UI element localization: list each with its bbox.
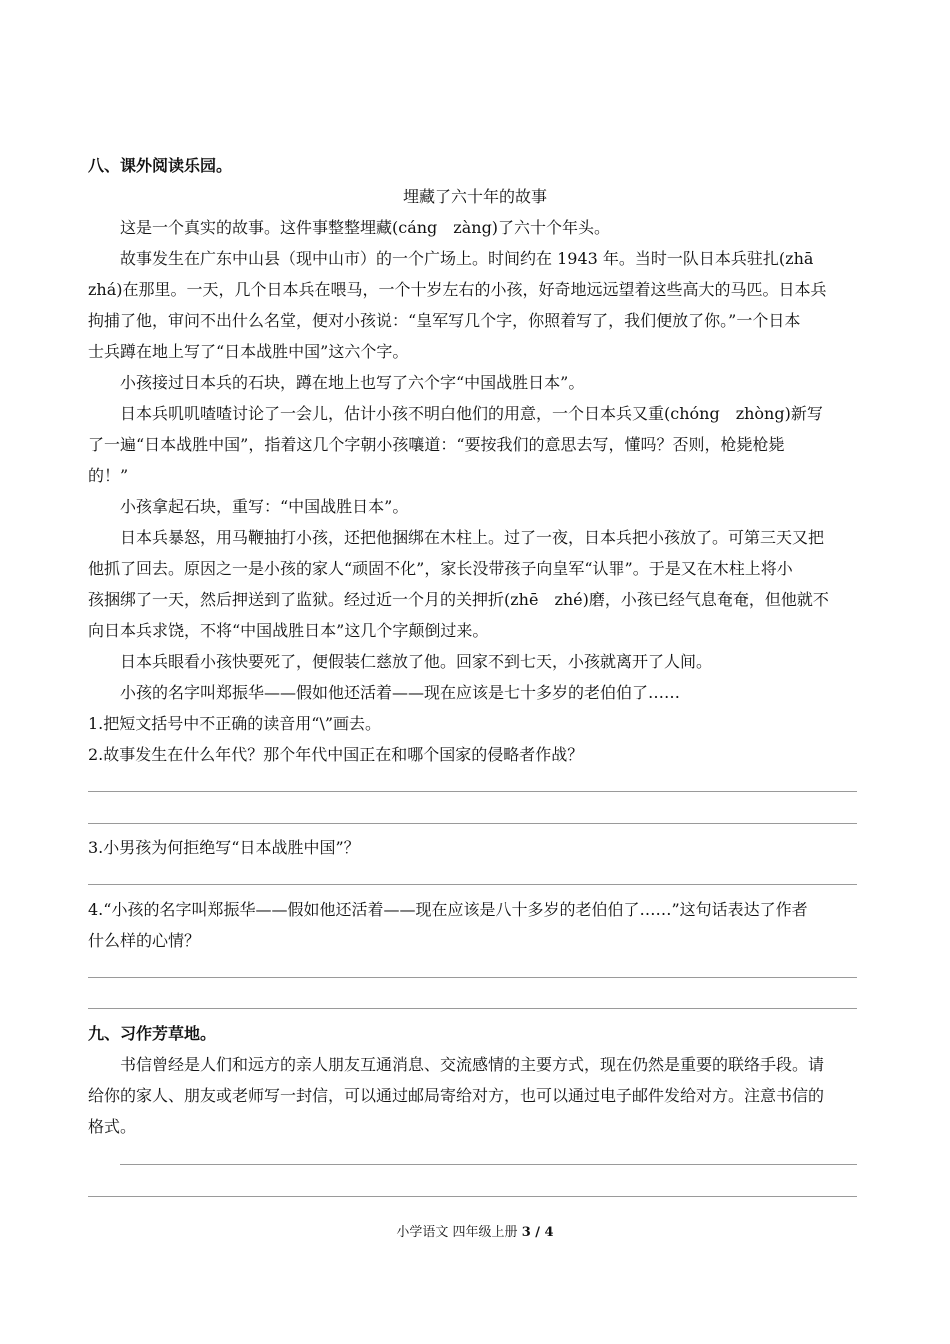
writing-line[interactable] (88, 1196, 857, 1197)
section-8-heading: 八、课外阅读乐园。 (88, 156, 233, 175)
story-title: 埋藏了六十年的故事 (402, 187, 547, 206)
story-paragraph-line: 故事发生在广东中山县（现中山市）的一个广场上。时间约在 1943 年。当时一队日本兵驻扎(zhā (120, 249, 814, 268)
page-number: 3 / 4 (521, 1225, 554, 1240)
answer-line[interactable] (88, 977, 857, 978)
story-paragraph-line: 孩捆绑了一天，然后押送到了监狱。经过近一个月的关押折(zhē zhé)磨，小孩已经气息奄奄，但他就不 (88, 590, 829, 609)
prompt-line: 书信曾经是人们和远方的亲人朋友互通消息、交流感情的主要方式，现在仍然是重要的联络手段。请 (120, 1055, 825, 1074)
answer-line[interactable] (88, 884, 857, 885)
question-4-line-1: 4.“小孩的名字叫郑振华——假如他还活着——现在应该是八十多岁的老伯伯了……”这句话表达了作者 (88, 900, 808, 919)
section-9-heading: 九、习作芳草地。 (88, 1024, 217, 1043)
story-paragraph-line: 小孩拿起石块，重写：“中国战胜日本”。 (120, 497, 409, 516)
story-paragraph-line: 小孩的名字叫郑振华——假如他还活着——现在应该是七十多岁的老伯伯了…… (120, 683, 681, 702)
answer-line[interactable] (88, 791, 857, 792)
footer-label: 小学语文 四年级上册 (396, 1225, 518, 1240)
question-3: 3.小男孩为何拒绝写“日本战胜中国”？ (88, 838, 360, 857)
story-paragraph-line: 的！” (88, 466, 129, 485)
answer-line[interactable] (88, 1008, 857, 1009)
story-paragraph-line: 日本兵暴怒，用马鞭抽打小孩，还把他捆绑在木柱上。过了一夜，日本兵把小孩放了。可第三天又把 (120, 528, 825, 547)
story-paragraph-line: 了一遍“日本战胜中国”，指着这几个字朝小孩嚷道：“要按我们的意思去写，懂吗？否则，枪毙枪毙 (88, 435, 785, 454)
story-paragraph-line: 士兵蹲在地上写了“日本战胜中国”这六个字。 (88, 342, 409, 361)
story-paragraph-line: 日本兵眼看小孩快要死了，便假装仁慈放了他。回家不到七天，小孩就离开了人间。 (120, 652, 713, 671)
story-paragraph-line: 拘捕了他，审问不出什么名堂，便对小孩说：“皇军写几个字，你照着写了，我们便放了你。”一个日本 (88, 311, 801, 330)
prompt-line: 格式。 (88, 1117, 137, 1136)
question-2: 2.故事发生在什么年代？那个年代中国正在和哪个国家的侵略者作战？ (88, 745, 584, 764)
page-footer (0, 1224, 950, 1242)
story-paragraph-line: 这是一个真实的故事。这件事整整埋藏(cáng zàng)了六十个年头。 (120, 218, 611, 237)
question-1: 1.把短文括号中不正确的读音用“\”画去。 (88, 714, 382, 733)
story-paragraph-line: 小孩接过日本兵的石块，蹲在地上也写了六个字“中国战胜日本”。 (120, 373, 585, 392)
question-4-line-2: 什么样的心情？ (88, 931, 201, 950)
story-paragraph-line: 向日本兵求饶，不将“中国战胜日本”这几个字颠倒过来。 (88, 621, 489, 640)
story-paragraph-line: 日本兵叽叽喳喳讨论了一会儿，估计小孩不明白他们的用意，一个日本兵又重(chóng zhòng)新写 (120, 404, 823, 423)
writing-line[interactable] (120, 1164, 857, 1165)
answer-line[interactable] (88, 823, 857, 824)
story-paragraph-line: 他抓了回去。原因之一是小孩的家人“顽固不化”，家长没带孩子向皇军“认罪”。于是又在木柱上将小 (88, 559, 793, 578)
prompt-line: 给你的家人、朋友或老师写一封信，可以通过邮局寄给对方，也可以通过电子邮件发给对方。注意书信的 (88, 1086, 825, 1105)
story-paragraph-line: zhá)在那里。一天，几个日本兵在喂马，一个十岁左右的小孩，好奇地远远望着这些高大的马匹。日本兵 (88, 280, 827, 299)
